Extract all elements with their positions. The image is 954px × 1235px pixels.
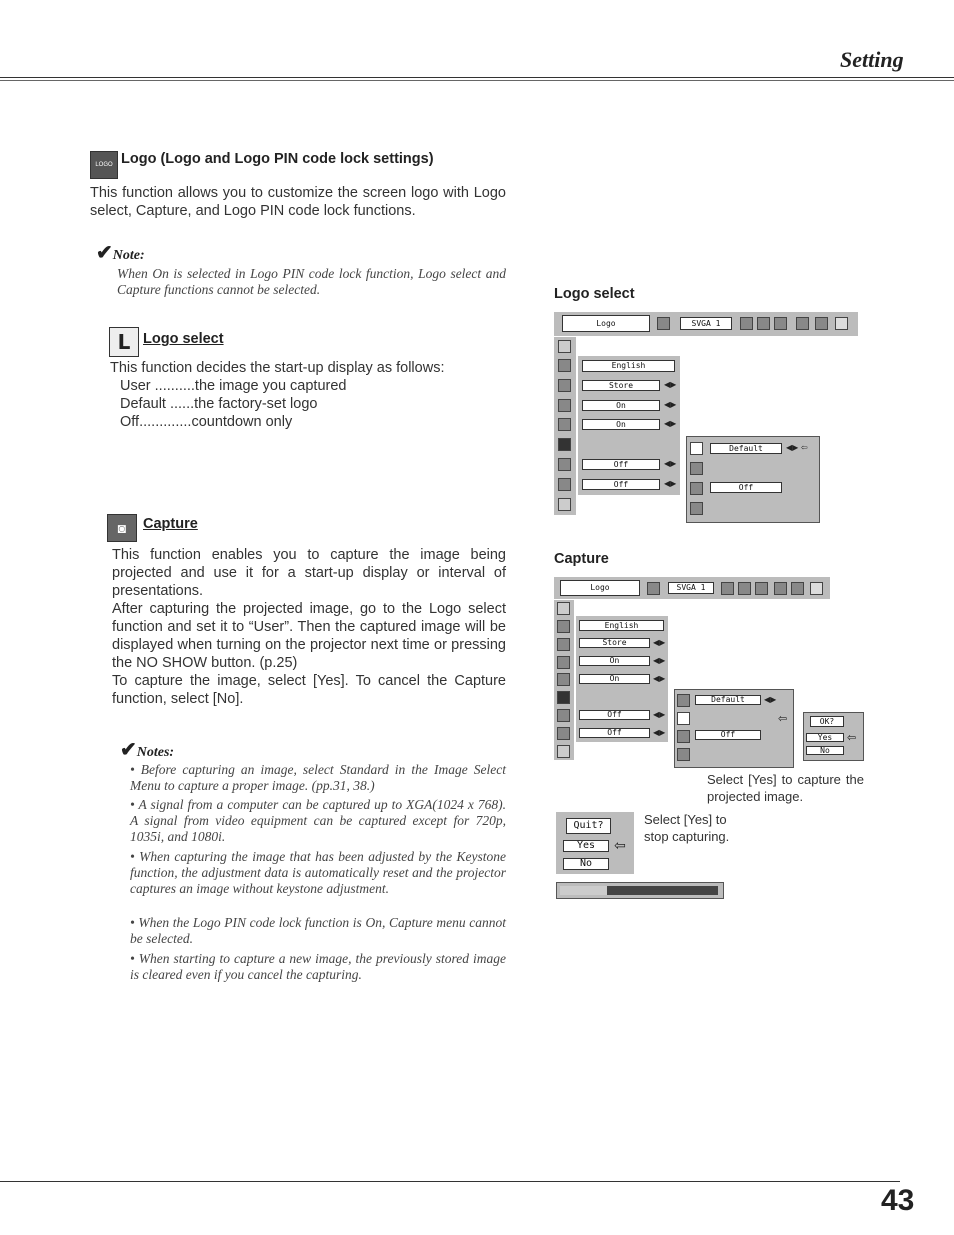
logo-select-screen-label: Logo select [554, 286, 635, 302]
image-adjust-icon[interactable] [738, 582, 751, 595]
adjust-arrows-icon[interactable]: ◀▶ [653, 638, 666, 647]
adjust-arrows-icon[interactable]: ◀▶ [664, 419, 677, 428]
menu-value[interactable]: On [579, 656, 650, 666]
check-icon: ✔ [96, 242, 113, 264]
camera-icon: ◙ [107, 514, 137, 542]
quit-no-button[interactable]: No [563, 858, 609, 870]
keystone-icon[interactable] [558, 379, 571, 392]
info-icon[interactable] [835, 317, 848, 330]
scroll-down-icon[interactable] [558, 498, 571, 511]
language-icon[interactable] [557, 620, 570, 633]
logo-item-icon[interactable] [557, 691, 570, 704]
menu-value[interactable]: On [582, 419, 660, 430]
logo-off-field[interactable]: Off [695, 730, 761, 740]
scroll-up-icon[interactable] [557, 602, 570, 615]
menu-value[interactable]: Off [579, 728, 650, 738]
logo-menu-icon: LOGO [90, 151, 118, 179]
screen-icon[interactable] [755, 582, 768, 595]
pin-lock-item-icon[interactable] [677, 730, 690, 743]
menu-value[interactable]: English [582, 360, 675, 372]
capture-screen-label: Capture [554, 551, 609, 567]
ceiling-icon[interactable] [558, 458, 571, 471]
scroll-up-icon[interactable] [558, 340, 571, 353]
adjust-arrows-icon[interactable]: ◀▶ [653, 656, 666, 665]
note-text: When On is selected in Logo PIN code lock function, Logo select and Capture functions cannot be selected. [117, 266, 506, 297]
menu-value[interactable]: Store [582, 380, 660, 391]
pointer-icon: ⇦ [847, 731, 857, 744]
menu-value[interactable]: Off [579, 710, 650, 720]
capture-para-3: To capture the image, select [Yes]. To cancel the Capture function, select [No]. [112, 673, 506, 707]
logo-select-item-icon[interactable] [677, 694, 690, 707]
capture-para-1: This function enables you to capture the image being projected and use it for a start-up display or interval of presentations. [112, 547, 506, 599]
notes-heading: ✔Notes: [120, 739, 175, 761]
adjust-arrows-icon[interactable]: ◀▶ [664, 380, 677, 389]
capture-caption: Select [Yes] to capture the projected image. [707, 772, 864, 804]
note-item: • When the Logo PIN code lock function is On, Capture menu cannot be selected. [130, 915, 506, 946]
capture-title: Capture [143, 516, 198, 532]
note-heading: ✔Note: [96, 242, 145, 264]
header-rule-thin [0, 80, 954, 81]
ok-prompt: OK? [810, 716, 844, 727]
adjust-arrows-icon[interactable]: ◀▶ ⇦ [786, 443, 808, 452]
footer-rule [0, 1181, 900, 1182]
progress-track [560, 886, 718, 895]
image-select-icon[interactable] [740, 317, 753, 330]
blue-back-icon[interactable] [557, 656, 570, 669]
adjust-arrows-icon[interactable]: ◀▶ [653, 728, 666, 737]
section-title: Setting [840, 47, 904, 72]
adjust-arrows-icon[interactable]: ◀▶ [664, 459, 677, 468]
adjust-arrows-icon[interactable]: ◀▶ [664, 479, 677, 488]
rear-icon[interactable] [558, 478, 571, 491]
menu-value[interactable]: Off [582, 479, 660, 490]
ceiling-icon[interactable] [557, 709, 570, 722]
image-adjust-icon[interactable] [757, 317, 770, 330]
adjust-arrows-icon[interactable]: ◀▶ [653, 674, 666, 683]
quit-caption: Select [Yes] to stop capturing. [644, 812, 730, 844]
logo-select-option: Default ......the factory-set logo [120, 396, 318, 412]
progress-fill [560, 886, 607, 895]
menu-value[interactable]: English [579, 620, 664, 631]
logo-select-option: Off.............countdown only [120, 414, 293, 430]
info-icon[interactable] [810, 582, 823, 595]
blue-back-icon[interactable] [558, 399, 571, 412]
exit-icon[interactable] [690, 502, 703, 515]
adjust-arrows-icon[interactable]: ◀▶ [653, 710, 666, 719]
rear-icon[interactable] [557, 727, 570, 740]
scroll-down-icon[interactable] [557, 745, 570, 758]
logo-section-title: Logo (Logo and Logo PIN code lock settings) [121, 151, 434, 167]
menu-value[interactable]: On [579, 674, 650, 684]
logo-select-item-icon[interactable] [690, 442, 703, 455]
image-select-icon[interactable] [721, 582, 734, 595]
no-button[interactable]: No [806, 746, 844, 755]
setting-icon[interactable] [815, 317, 828, 330]
exit-icon[interactable] [677, 748, 690, 761]
capture-progress-bar [556, 882, 724, 899]
source-field: SVGA 1 [668, 582, 714, 594]
capture-para-2: After capturing the projected image, go to the Logo select function and set it to “User”. Then the captured image will be displayed when turning on the projector next time or pressing the NO SHOW button. (p.25) [112, 601, 506, 671]
logo-default-field[interactable]: Default [695, 695, 761, 705]
logo-intro: This function allows you to customize the screen logo with Logo select, Capture, and Logo PIN code lock functions. [90, 185, 506, 219]
yes-button[interactable]: Yes [806, 733, 844, 742]
adjust-arrows-icon[interactable]: ◀▶ [764, 695, 777, 704]
pc-adjust-icon[interactable] [647, 582, 660, 595]
check-icon: ✔ [120, 739, 137, 761]
header-rule [0, 77, 954, 78]
sound-icon[interactable] [796, 317, 809, 330]
logo-select-title: Logo select [143, 331, 224, 347]
adjust-arrows-icon[interactable]: ◀▶ [664, 400, 677, 409]
capture-item-icon[interactable] [677, 712, 690, 725]
screen-icon[interactable] [774, 317, 787, 330]
menu-title-field[interactable]: Logo [562, 315, 650, 332]
keystone-icon[interactable] [557, 638, 570, 651]
sound-icon[interactable] [774, 582, 787, 595]
note-item: • When starting to capture a new image, the previously stored image is cleared even if you cancel the capturing. [130, 951, 506, 982]
quit-yes-button[interactable]: Yes [563, 840, 609, 852]
logo-default-field[interactable]: Default [710, 443, 782, 454]
page-number: 43 [881, 1184, 915, 1217]
logo-select-option: User ..........the image you captured [120, 378, 347, 394]
logo-off-field[interactable]: Off [710, 482, 782, 493]
display-icon[interactable] [558, 418, 571, 431]
note-item: • A signal from a computer can be captured up to XGA(1024 x 768). A signal from video equipment can be captured except for 720p, 1035i, and 1080i. [130, 797, 506, 844]
setting-icon[interactable] [791, 582, 804, 595]
logo-select-intro: This function decides the start-up display as follows: [110, 360, 445, 376]
display-icon[interactable] [557, 673, 570, 686]
capture-item-icon[interactable] [690, 462, 703, 475]
pointer-icon: ⇦ [614, 838, 626, 854]
pointer-icon: ⇦ [778, 712, 788, 725]
note-item: • When capturing the image that has been adjusted by the Keystone function, the adjustment data is automatically reset and the projector captures an image without keystone adjustment. [130, 849, 506, 896]
logo-select-icon: L [109, 327, 139, 357]
pin-lock-item-icon[interactable] [690, 482, 703, 495]
pc-adjust-icon[interactable] [657, 317, 670, 330]
menu-value[interactable]: On [582, 400, 660, 411]
menu-title-field[interactable]: Logo [560, 580, 640, 596]
logo-item-icon[interactable] [558, 438, 571, 451]
menu-value[interactable]: Off [582, 459, 660, 470]
menu-value[interactable]: Store [579, 638, 650, 648]
quit-prompt: Quit? [566, 818, 611, 834]
source-field: SVGA 1 [680, 317, 732, 330]
note-item: • Before capturing an image, select Standard in the Image Select Menu to capture a proper image. (pp.31, 38.) [130, 762, 506, 793]
language-icon[interactable] [558, 359, 571, 372]
